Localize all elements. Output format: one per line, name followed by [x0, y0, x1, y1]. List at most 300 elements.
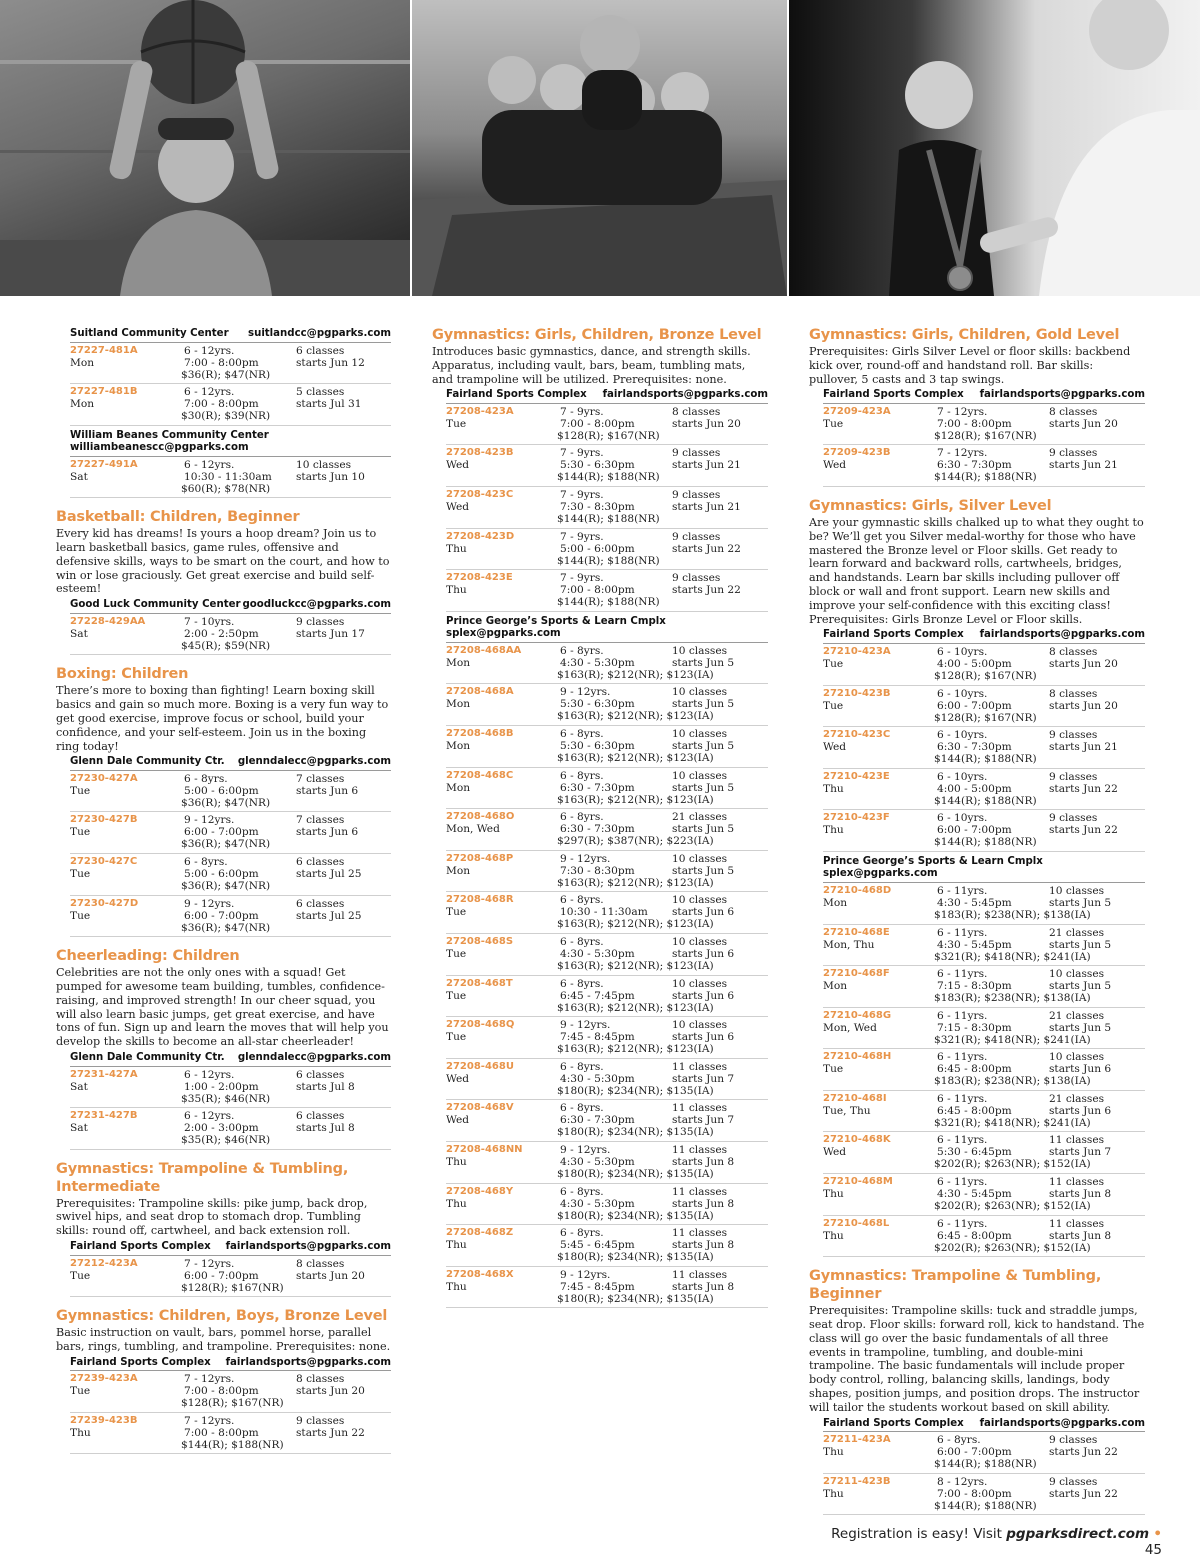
class-start: starts Jun 20 [1049, 657, 1118, 670]
class-day: Sat [70, 627, 88, 640]
class-count: 10 classes [672, 728, 728, 741]
class-code[interactable]: 27231-427B [70, 1110, 138, 1122]
class-code[interactable]: 27208-423A [446, 405, 514, 417]
section-title: Gymnastics: Trampoline & Tumbling, Intermediate [56, 1160, 349, 1195]
class-code[interactable]: 27210-468G [823, 1009, 892, 1021]
class-code[interactable]: 27208-468NN [446, 1143, 523, 1155]
class-code[interactable]: 27228-429AA [70, 615, 146, 627]
class-listing [823, 1093, 1145, 1135]
class-start: starts Jun 5 [672, 656, 735, 669]
class-fee: $36(R); $47(NR) [181, 921, 271, 934]
class-day: Wed [446, 1114, 470, 1127]
class-day: Mon [446, 864, 471, 877]
class-listing [70, 459, 391, 501]
class-fee: $36(R); $47(NR) [181, 838, 271, 851]
class-fee: $163(R); $212(NR); $123(IA) [557, 793, 714, 806]
class-day: Wed [823, 741, 847, 754]
class-time: 4:30 - 5:45pm [937, 938, 1012, 951]
class-listing [823, 771, 1145, 813]
class-age: 7 - 9yrs. [560, 405, 604, 418]
class-code[interactable]: 27208-468A [446, 686, 514, 698]
class-age: 9 - 12yrs. [560, 852, 611, 865]
location-email: fairlandsports@pgparks.com [979, 1417, 1145, 1429]
class-start: starts Jul 25 [296, 868, 362, 881]
class-day: Tue [823, 1063, 844, 1076]
location-header [70, 1241, 391, 1256]
class-day: Tue [446, 906, 467, 919]
class-age: 7 - 9yrs. [560, 530, 604, 543]
class-time: 4:00 - 5:00pm [937, 657, 1012, 670]
class-time: 5:30 - 6:30pm [560, 740, 635, 753]
class-day: Thu [823, 824, 844, 837]
location-row [823, 1418, 1145, 1431]
class-day: Tue [446, 1031, 467, 1044]
class-start: starts Jun 6 [1049, 1104, 1112, 1117]
class-start: starts Jun 8 [672, 1155, 735, 1168]
class-time: 7:00 - 8:00pm [560, 584, 635, 597]
class-start: starts Jun 5 [1049, 896, 1112, 909]
class-start: starts Jun 5 [672, 864, 735, 877]
class-day: Mon [70, 356, 95, 369]
location-email: suitlandcc@pgparks.com [248, 328, 391, 339]
class-fee: $144(R); $188(NR) [557, 471, 660, 484]
class-time: 4:30 - 5:30pm [560, 1072, 635, 1085]
class-day: Thu [70, 1426, 91, 1439]
location-name: Suitland Community Center [70, 328, 229, 339]
class-age: 6 - 11yrs. [937, 1009, 988, 1022]
class-code[interactable]: 27208-468AA [446, 644, 522, 656]
class-code[interactable]: 27227-491A [70, 458, 138, 470]
location-name: Prince George’s Sports & Learn Cmplx [446, 615, 666, 627]
class-listing [823, 1218, 1145, 1260]
class-count: 11 classes [672, 1185, 728, 1198]
location-name: William Beanes Community Center [70, 429, 269, 441]
class-code[interactable]: 27208-468Y [446, 1185, 514, 1197]
section-title: Gymnastics: Children, Boys, Bronze Level [56, 1308, 388, 1325]
class-start: starts Jun 21 [672, 501, 741, 514]
class-age: 9 - 12yrs. [560, 1143, 611, 1156]
class-day: Mon [446, 656, 471, 669]
class-code[interactable]: 27209-423B [823, 447, 891, 459]
class-day: Tue [823, 657, 844, 670]
class-start: starts Jun 22 [296, 1426, 365, 1439]
class-fee: $297(R); $387(NR); $223(IA) [557, 835, 714, 848]
class-fee: $144(R); $188(NR) [557, 554, 660, 567]
class-listing [446, 811, 768, 853]
section-description: Basic instruction on vault, bars, pommel horse, parallel bars, rings, tumbling, and trampoline. Prerequisites: none. [56, 1326, 391, 1353]
class-listing [70, 1110, 391, 1152]
class-code[interactable]: 27230-427D [70, 897, 139, 909]
class-code[interactable]: 27208-468B [446, 728, 514, 740]
class-fee: $128(R); $167(NR) [181, 1397, 284, 1410]
class-time: 4:30 - 5:30pm [560, 656, 635, 669]
class-code[interactable]: 27208-423C [446, 489, 514, 501]
class-day: Mon, Thu [823, 938, 875, 951]
class-day: Thu [446, 584, 467, 597]
class-code[interactable]: 27210-468F [823, 968, 890, 980]
class-count: 11 classes [1049, 1134, 1105, 1147]
class-start: starts Jun 5 [672, 823, 735, 836]
class-fee: $163(R); $212(NR); $123(IA) [557, 960, 714, 973]
class-count: 10 classes [672, 686, 728, 699]
class-time: 6:45 - 8:00pm [937, 1104, 1012, 1117]
location-header [823, 389, 1145, 404]
class-day: Thu [823, 1229, 844, 1242]
class-day: Thu [823, 1188, 844, 1201]
class-code[interactable]: 27208-423D [446, 530, 515, 542]
class-listing [70, 1373, 391, 1415]
location-header [70, 1357, 391, 1372]
class-age: 6 - 8yrs. [184, 772, 228, 785]
class-count: 10 classes [1049, 884, 1105, 897]
class-start: starts Jun 8 [1049, 1229, 1112, 1242]
class-code[interactable]: 27210-423A [823, 645, 891, 657]
class-fee: $321(R); $418(NR); $241(IA) [934, 1033, 1091, 1046]
class-count: 10 classes [672, 977, 728, 990]
class-start: starts Jun 6 [672, 1031, 735, 1044]
child-with-basketball-photo [0, 0, 410, 296]
footer-url-link[interactable]: pgparksdirect.com [1006, 1526, 1150, 1542]
class-count: 6 classes [296, 344, 345, 357]
class-time: 6:30 - 7:30pm [937, 741, 1012, 754]
class-code[interactable]: 27210-468H [823, 1051, 892, 1063]
class-age: 6 - 12yrs. [184, 344, 235, 357]
class-day: Tue [446, 417, 467, 430]
class-fee: $183(R); $238(NR); $138(IA) [934, 908, 1091, 921]
class-code[interactable]: 27230-427A [70, 772, 138, 784]
class-age: 6 - 11yrs. [937, 1134, 988, 1147]
class-code[interactable]: 27227-481A [70, 344, 138, 356]
class-code[interactable]: 27208-468Q [446, 1019, 515, 1031]
location-email: fairlandsports@pgparks.com [602, 389, 768, 401]
class-fee: $183(R); $238(NR); $138(IA) [934, 992, 1091, 1005]
class-fee: $163(R); $212(NR); $123(IA) [557, 710, 714, 723]
class-day: Sat [70, 1080, 88, 1093]
location-name: Fairland Sports Complex [823, 1417, 964, 1429]
class-day: Sat [70, 1122, 88, 1135]
class-count: 9 classes [672, 447, 721, 460]
class-start: starts Jul 31 [296, 398, 362, 411]
section-description: Introduces basic gymnastics, dance, and strength skills. Apparatus, including vault, bars, beam, tumbling mats, and trampoline will be utilized. Prerequisites: none. [432, 345, 751, 386]
class-count: 8 classes [1049, 645, 1098, 658]
class-day: Mon [823, 896, 848, 909]
class-age: 7 - 9yrs. [560, 572, 604, 585]
class-day: Tue [823, 417, 844, 430]
class-listing [823, 729, 1145, 771]
class-time: 2:00 - 2:50pm [184, 627, 259, 640]
class-code[interactable]: 27210-468M [823, 1176, 893, 1188]
class-count: 21 classes [1049, 1009, 1105, 1022]
class-code[interactable]: 27231-427A [70, 1068, 138, 1080]
class-age: 9 - 12yrs. [184, 897, 235, 910]
class-time: 6:00 - 7:00pm [937, 699, 1012, 712]
class-age: 6 - 8yrs. [560, 769, 604, 782]
location-row [70, 328, 391, 341]
gymnast-medal-photo [789, 0, 1200, 296]
class-count: 7 classes [296, 772, 345, 785]
class-time: 6:00 - 7:00pm [937, 1446, 1012, 1459]
class-fee: $144(R); $188(NR) [181, 1438, 284, 1451]
class-count: 8 classes [1049, 687, 1098, 700]
class-listing [823, 968, 1145, 1010]
class-code[interactable]: 27212-423A [70, 1257, 138, 1269]
class-start: starts Jun 21 [1049, 741, 1118, 754]
class-fee: $128(R); $167(NR) [181, 1281, 284, 1294]
class-count: 11 classes [672, 1102, 728, 1115]
class-start: starts Jun 7 [1049, 1146, 1112, 1159]
class-fee: $144(R); $188(NR) [934, 471, 1037, 484]
class-start: starts Jun 8 [672, 1239, 735, 1252]
class-listing [446, 645, 768, 687]
class-day: Thu [823, 1446, 844, 1459]
class-age: 6 - 12yrs. [184, 1068, 235, 1081]
class-listing [446, 1102, 768, 1144]
class-count: 7 classes [296, 814, 345, 827]
class-age: 6 - 11yrs. [937, 968, 988, 981]
class-start: starts Jun 22 [672, 584, 741, 597]
class-code[interactable]: 27208-468R [446, 894, 514, 906]
class-code[interactable]: 27211-423A [823, 1434, 891, 1446]
class-start: starts Jun 5 [672, 740, 735, 753]
class-age: 8 - 12yrs. [937, 1475, 988, 1488]
class-fee: $163(R); $212(NR); $123(IA) [557, 668, 714, 681]
class-fee: $36(R); $47(NR) [181, 880, 271, 893]
class-fee: $128(R); $167(NR) [934, 711, 1037, 724]
class-code[interactable]: 27210-468I [823, 1092, 887, 1104]
class-code[interactable]: 27210-423E [823, 770, 890, 782]
class-fee: $183(R); $238(NR); $138(IA) [934, 1075, 1091, 1088]
class-time: 5:45 - 6:45pm [560, 1239, 635, 1252]
class-listing [70, 1415, 391, 1457]
class-age: 6 - 8yrs. [560, 894, 604, 907]
class-time: 4:00 - 5:00pm [937, 782, 1012, 795]
class-code[interactable]: 27208-468P [446, 852, 514, 864]
class-day: Mon [446, 740, 471, 753]
class-count: 8 classes [672, 405, 721, 418]
class-start: starts Jun 5 [1049, 980, 1112, 993]
class-day: Wed [446, 501, 470, 514]
class-age: 6 - 10yrs. [937, 812, 988, 825]
class-listing [70, 616, 391, 658]
class-day: Mon, Wed [823, 1021, 877, 1034]
class-time: 7:00 - 8:00pm [184, 1385, 259, 1398]
class-listing [446, 978, 768, 1020]
class-age: 7 - 12yrs. [184, 1257, 235, 1270]
class-count: 10 classes [1049, 968, 1105, 981]
class-code[interactable]: 27239-423A [70, 1373, 138, 1385]
class-listing [823, 646, 1145, 688]
class-count: 9 classes [1049, 770, 1098, 783]
class-code[interactable]: 27210-468L [823, 1217, 890, 1229]
class-day: Tue [823, 699, 844, 712]
class-listing [823, 688, 1145, 730]
class-count: 11 classes [1049, 1217, 1105, 1230]
class-count: 9 classes [296, 615, 345, 628]
class-fee: $202(R); $263(NR); $152(IA) [934, 1158, 1091, 1171]
class-code[interactable]: 27208-468S [446, 936, 514, 948]
class-age: 9 - 12yrs. [560, 1268, 611, 1281]
class-time: 5:00 - 6:00pm [184, 868, 259, 881]
class-start: starts Jun 6 [1049, 1063, 1112, 1076]
class-age: 6 - 12yrs. [184, 386, 235, 399]
section-description: Prerequisites: Trampoline skills: tuck and straddle jumps, seat drop. Floor skills: forward roll, kick to handstand. The class will go over the basic fundamentals of all three events in trampoline, tumbling, and double-mini trampoline. The basic fundamentals will include proper body control, rolling, balancing skills, landings, body shapes, position jumps, and position drops. The instructor will tailor the students workout based on skill ability. [809, 1304, 1145, 1414]
class-fee: $35(R); $46(NR) [181, 1134, 271, 1147]
location-header [70, 1052, 391, 1067]
class-start: starts Jun 6 [672, 948, 735, 961]
class-day: Thu [446, 542, 467, 555]
class-code[interactable]: 27208-423E [446, 572, 513, 584]
gymnasts-group-photo [412, 0, 787, 296]
class-code[interactable]: 27209-423A [823, 405, 891, 417]
section-title: Boxing: Children [56, 666, 189, 683]
location-header [823, 856, 1145, 883]
class-time: 7:45 - 8:45pm [560, 1280, 635, 1293]
class-code[interactable]: 27208-423B [446, 447, 514, 459]
class-fee: $202(R); $263(NR); $152(IA) [934, 1241, 1091, 1254]
location-name: Fairland Sports Complex [70, 1356, 211, 1368]
class-code[interactable]: 27230-427B [70, 814, 138, 826]
class-code[interactable]: 27230-427C [70, 856, 138, 868]
class-time: 4:30 - 5:45pm [937, 896, 1012, 909]
class-listing [446, 894, 768, 936]
class-listing [446, 1269, 768, 1311]
class-age: 7 - 12yrs. [937, 405, 988, 418]
class-time: 6:30 - 7:30pm [560, 781, 635, 794]
class-day: Mon [823, 980, 848, 993]
class-age: 9 - 12yrs. [560, 1019, 611, 1032]
class-listing [823, 885, 1145, 927]
class-age: 7 - 9yrs. [560, 447, 604, 460]
class-code[interactable]: 27210-423B [823, 687, 891, 699]
class-code[interactable]: 27208-468Z [446, 1227, 514, 1239]
class-fee: $144(R); $188(NR) [934, 794, 1037, 807]
class-day: Mon, Wed [446, 823, 500, 836]
class-listing [823, 1010, 1145, 1052]
class-age: 6 - 12yrs. [184, 1110, 235, 1123]
class-fee: $180(R); $234(NR); $135(IA) [557, 1126, 714, 1139]
class-fee: $128(R); $167(NR) [934, 429, 1037, 442]
class-start: starts Jun 17 [296, 627, 365, 640]
class-fee: $163(R); $212(NR); $123(IA) [557, 876, 714, 889]
section-description: Every kid has dreams! Is yours a hoop dream? Join us to learn basketball basics, game rules, offensive and defensive skills, ways to be smart on the court, and how to win or lose graciously. Get great exercise and build self-esteem! [56, 527, 390, 596]
class-code[interactable]: 27227-481B [70, 386, 138, 398]
class-time: 7:15 - 8:30pm [937, 980, 1012, 993]
section-title: Gymnastics: Girls, Silver Level [809, 498, 1052, 515]
class-code[interactable]: 27208-468O [446, 811, 515, 823]
class-code[interactable]: 27208-468T [446, 977, 513, 989]
class-age: 7 - 9yrs. [560, 489, 604, 502]
class-code[interactable]: 27239-423B [70, 1414, 138, 1426]
location-email: williambeanescc@pgparks.com [70, 442, 249, 454]
class-day: Tue [70, 868, 91, 881]
class-code[interactable]: 27211-423B [823, 1475, 891, 1487]
page-number: 45 [1144, 1542, 1162, 1558]
class-code[interactable]: 27210-468D [823, 884, 892, 896]
section-title: Gymnastics: Trampoline & Tumbling, Beginner [809, 1268, 1102, 1303]
class-count: 8 classes [1049, 405, 1098, 418]
class-count: 6 classes [296, 1110, 345, 1123]
location-row [70, 599, 391, 612]
class-count: 10 classes [296, 458, 352, 471]
class-time: 6:00 - 7:00pm [184, 909, 259, 922]
section-description: Celebrities are not the only ones with a squad! Get pumped for awesome team building, tumbles, confidence-raising, and improved strength! In our cheer squad, you will also learn basic jumps, get great exercise, and have tons of fun. Sign up and learn the moves that will help you develop the skills to become an all-star cheerleader! [56, 966, 389, 1049]
class-code[interactable]: 27210-423F [823, 812, 890, 824]
location-email: fairlandsports@pgparks.com [225, 1356, 391, 1368]
class-listing [823, 1134, 1145, 1176]
location-name: Fairland Sports Complex [823, 629, 964, 641]
class-start: starts Jun 12 [296, 356, 365, 369]
footer-bullet: • [1153, 1526, 1162, 1542]
class-start: starts Jun 6 [672, 906, 735, 919]
class-fee: $321(R); $418(NR); $241(IA) [934, 950, 1091, 963]
class-count: 9 classes [672, 489, 721, 502]
class-count: 6 classes [296, 856, 345, 869]
location-name: Good Luck Community Center [70, 599, 241, 611]
class-time: 7:00 - 8:00pm [937, 1487, 1012, 1500]
class-listing [70, 1258, 391, 1300]
class-code[interactable]: 27210-423C [823, 729, 891, 741]
location-header [446, 389, 768, 404]
class-day: Wed [446, 1072, 470, 1085]
column-right [809, 326, 1145, 1517]
class-start: starts Jul 8 [296, 1122, 355, 1135]
location-name: Glenn Dale Community Ctr. [70, 756, 225, 768]
class-time: 6:00 - 7:00pm [937, 824, 1012, 837]
class-code[interactable]: 27208-468V [446, 1102, 514, 1114]
class-start: starts Jun 22 [1049, 824, 1118, 837]
class-age: 6 - 10yrs. [937, 729, 988, 742]
class-listing [446, 728, 768, 770]
class-code[interactable]: 27208-468X [446, 1268, 514, 1280]
class-time: 6:00 - 7:00pm [184, 1269, 259, 1282]
class-fee: $144(R); $188(NR) [934, 1458, 1037, 1471]
class-listing [446, 447, 768, 489]
class-listing [70, 345, 391, 387]
class-listing [823, 927, 1145, 969]
class-time: 7:15 - 8:30pm [937, 1021, 1012, 1034]
class-count: 10 classes [672, 852, 728, 865]
class-time: 6:30 - 7:30pm [560, 823, 635, 836]
class-code[interactable]: 27208-468C [446, 769, 514, 781]
class-listing [446, 1186, 768, 1228]
class-start: starts Jun 5 [672, 781, 735, 794]
class-age: 6 - 11yrs. [937, 926, 988, 939]
class-listing [446, 686, 768, 728]
class-code[interactable]: 27210-468K [823, 1134, 891, 1146]
class-age: 9 - 12yrs. [560, 686, 611, 699]
class-count: 9 classes [1049, 729, 1098, 742]
class-time: 4:30 - 5:30pm [560, 948, 635, 961]
class-listing [70, 1069, 391, 1111]
class-start: starts Jun 5 [672, 698, 735, 711]
class-fee: $321(R); $418(NR); $241(IA) [934, 1116, 1091, 1129]
class-code[interactable]: 27210-468E [823, 926, 890, 938]
location-row [823, 389, 1145, 402]
class-count: 9 classes [1049, 1434, 1098, 1447]
class-time: 6:45 - 8:00pm [937, 1063, 1012, 1076]
location-email: goodluckcc@pgparks.com [242, 599, 391, 611]
location-row [446, 389, 768, 402]
location-name: Fairland Sports Complex [823, 389, 964, 401]
location-row [70, 756, 391, 769]
class-fee: $144(R); $188(NR) [934, 753, 1037, 766]
section-title: Cheerleading: Children [56, 948, 240, 965]
class-listing [70, 898, 391, 940]
class-fee: $180(R); $234(NR); $135(IA) [557, 1084, 714, 1097]
column-middle [432, 326, 768, 1310]
class-count: 9 classes [1049, 1475, 1098, 1488]
class-code[interactable]: 27208-468U [446, 1060, 514, 1072]
